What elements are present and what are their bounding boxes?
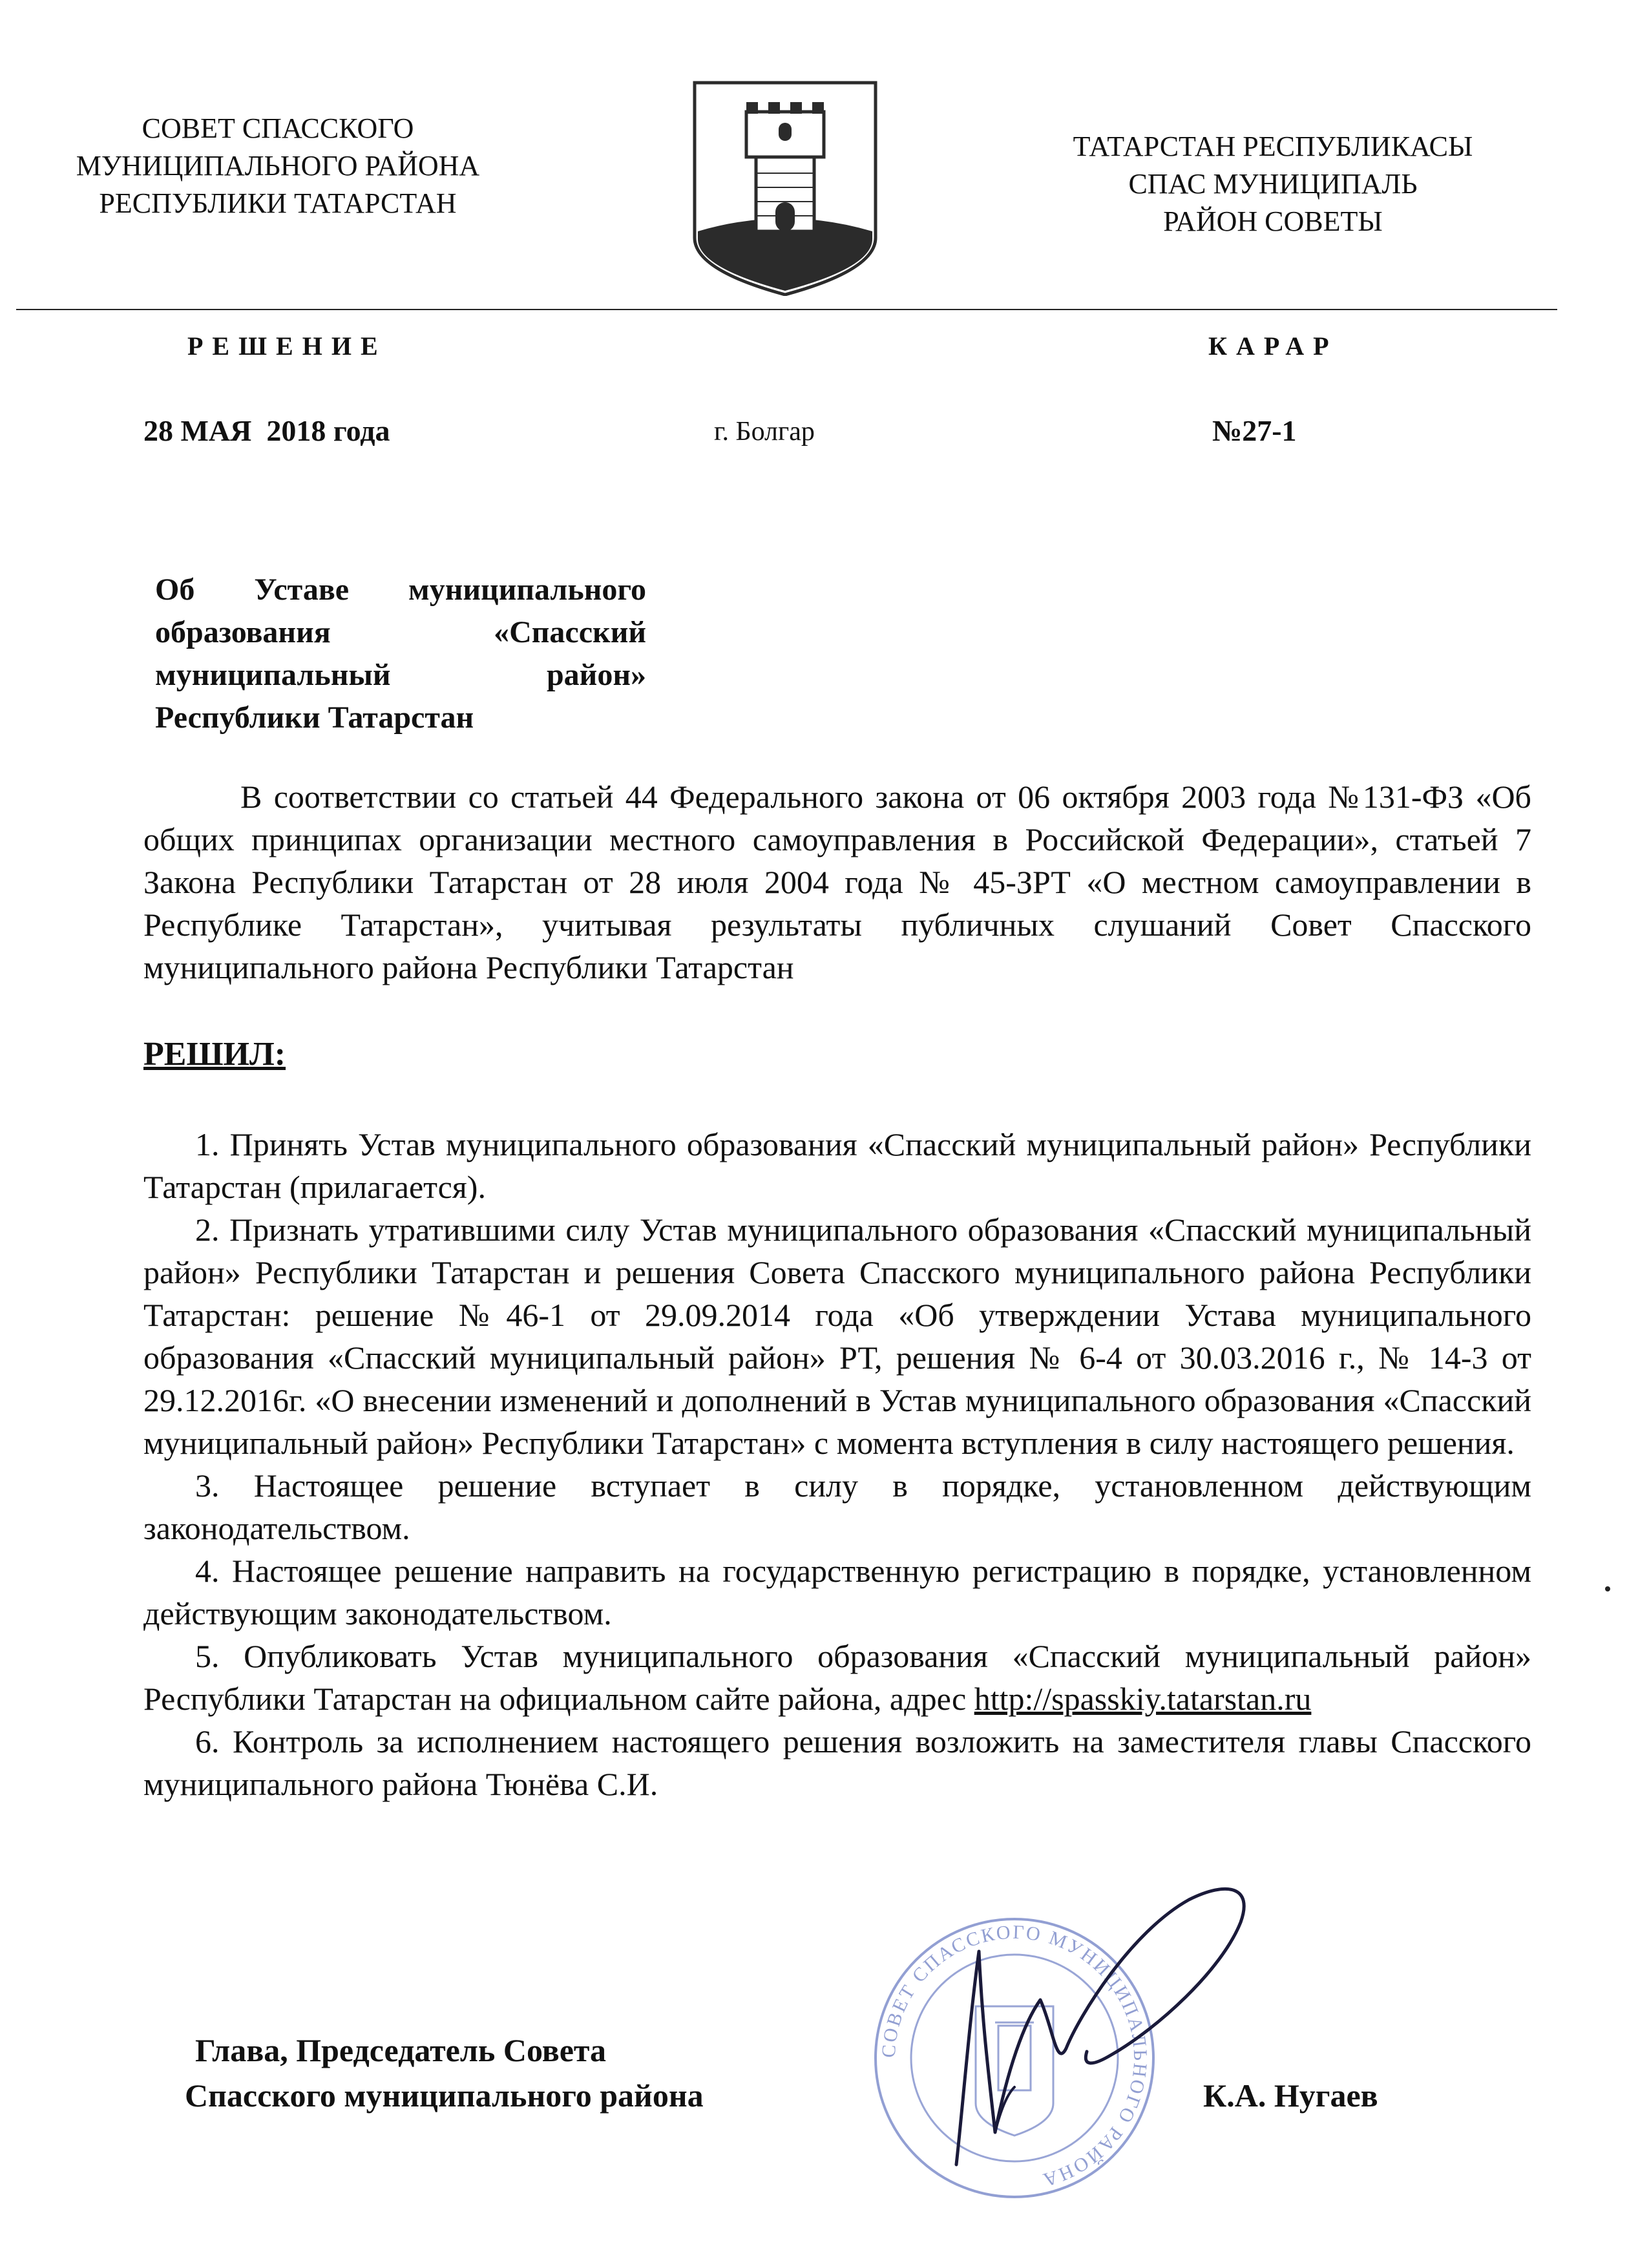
- preamble-paragraph: В соответствии со статьей 44 Федерального закона от 06 октября 2003 года №131-ФЗ «Об общих принципах организации местного самоуправления в Российской Федерации», статьей 7 Закона Республики Татарстан от 28 июля 2004 года № 45-ЗРТ «О местном самоуправлении в Республике Татарстан», учитывая результаты публичных слушаний Совет Спасского муниципального района Республики Татарстан: [143, 779, 1531, 985]
- council-name-ru-line: РЕСПУБЛИКИ ТАТАРСТАН: [99, 187, 457, 219]
- handwritten-signature-icon: [918, 1861, 1279, 2171]
- signer-title-line2: Спасского муниципального района: [185, 2077, 704, 2114]
- resolution-item: 2. Признать утратившими силу Устав муниципального образования «Спасский муниципальный район» Республики Татарстан и решения Совета Спасского муниципального района Республики Татарстан: решение №46-1 от 29.09.2014 года «Об утверждении Устава муниципального образования «Спасский муниципальный район» РТ, решения № 6-4 от 30.03.2016 г., № 14-3 от 29.12.2016г. «О внесении изменений и дополнений в Устав муниципального образования «Спасский муниципальный район» Республики Татарстан» с момента вступления в силу настоящего решения.: [143, 1212, 1531, 1461]
- council-name-tt-line: СПАС МУНИЦИПАЛЬ: [1128, 168, 1418, 200]
- seal-text: СОВЕТ СПАССКОГО МУНИЦИПАЛЬНОГО РАЙОНА: [877, 1921, 1151, 2192]
- doc-number: №27-1: [1212, 414, 1297, 447]
- doc-subject: Об Уставе муниципального образования «Спасский муниципальный район» Республики Татарстан: [155, 572, 646, 735]
- resolution-items: [143, 1123, 1531, 1805]
- council-name-tt-line: РАЙОН СОВЕТЫ: [1163, 205, 1383, 237]
- coat-of-arms-tower-icon: [688, 76, 882, 296]
- signer-name: К.А. Нугаев: [1203, 2077, 1378, 2114]
- header-divider: [16, 309, 1557, 310]
- website-link[interactable]: http://spasskiy.tatarstan.ru: [974, 1681, 1312, 1717]
- resolution-item-5: [143, 1635, 1531, 1720]
- doc-city: г. Болгар: [714, 417, 815, 446]
- council-name-ru-line: СОВЕТ СПАССКОГО: [142, 112, 414, 144]
- resolution-item: 4. Настоящее решение направить на государственную регистрацию в порядке, установленном действующим законодательством.: [143, 1553, 1531, 1632]
- council-name-ru: [45, 110, 510, 222]
- doc-type-ru: РЕШЕНИЕ: [187, 331, 387, 361]
- doc-date: 28 МАЯ 2018 года: [143, 414, 390, 447]
- resolution-item-5-text: 5. Опубликовать Устав муниципального образования «Спасский муниципальный район» Республики Татарстан на официальном сайте района, адрес: [143, 1638, 1531, 1717]
- resolution-item: 6. Контроль за исполнением настоящего решения возложить на заместителя главы Спасского муниципального района Тюнёва С.И.: [143, 1723, 1531, 1802]
- resolution-item: 1. Принять Устав муниципального образования «Спасский муниципальный район» Республики Татарстан (прилагается).: [143, 1126, 1531, 1205]
- council-name-tt: [1005, 128, 1541, 240]
- resolution-item: 3. Настоящее решение вступает в силу в порядке, установленном действующим законодательством.: [143, 1467, 1531, 1546]
- council-name-ru-line: МУНИЦИПАЛЬНОГО РАЙОНА: [76, 150, 480, 182]
- doc-type-tt: КАРАР: [1208, 331, 1338, 361]
- scan-speck: [1605, 1586, 1610, 1591]
- signer-title-line1: Глава, Председатель Совета: [195, 2032, 607, 2068]
- council-name-tt-line: ТАТАРСТАН РЕСПУБЛИКАСЫ: [1073, 131, 1473, 162]
- resolved-heading: РЕШИЛ:: [143, 1036, 286, 1073]
